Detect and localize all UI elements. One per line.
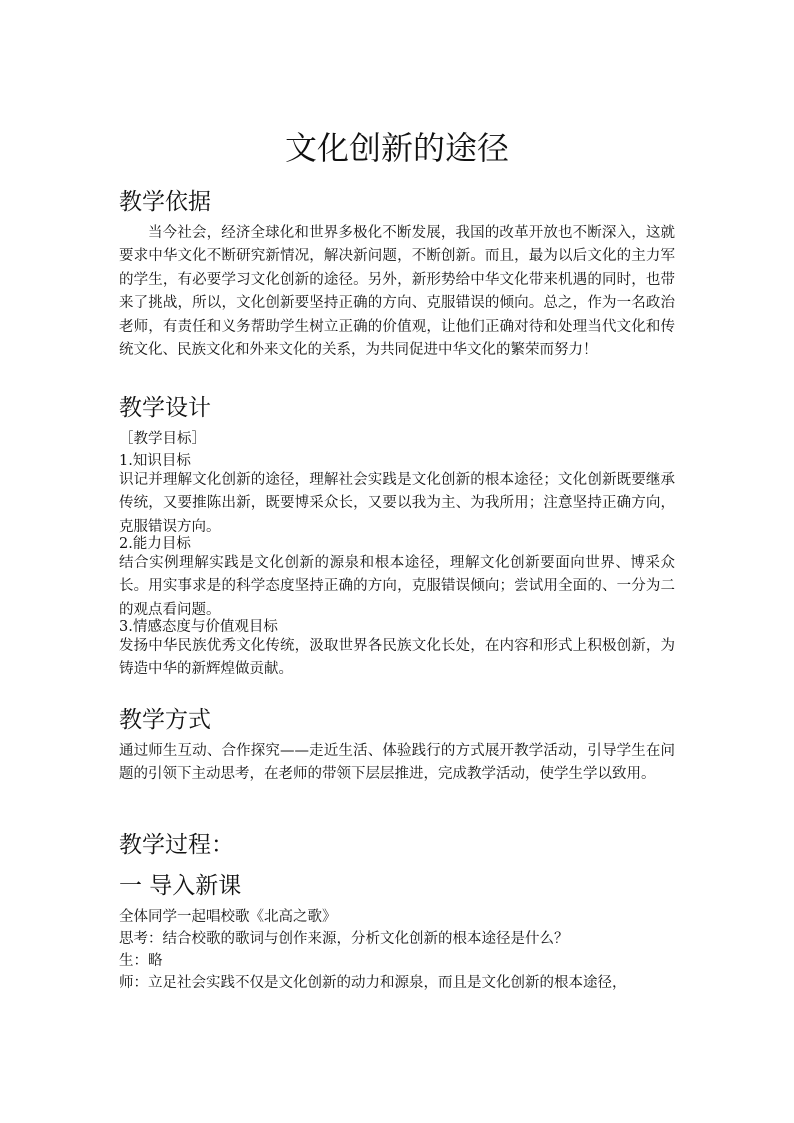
process-line: 全体同学一起唱校歌《北高之歌》 [119,909,337,925]
goal2-text: 结合实例理解实践是文化创新的源泉和根本途径，理解文化创新要面向世界、博采众长。用实事求是的科学态度坚持正确的方向，克服错误倾向；尝试用全面的、一分为二的观点看问题。 [119,555,675,618]
basis-paragraph: 当今社会，经济全球化和世界多极化不断发展，我国的改革开放也不断深入，这就要求中华文化不断研究新情况，解决新问题，不断创新。而且，最为以后文化的主力军的学生，有必要学习文化创新的途径。另外，新形势给中华文化带来机遇的同时，也带来了挑战，所以，文化创新要坚持正确的方向、克服错误的倾向。总之，作为一名政治老师，有责任和义务帮助学生树立正确的价值观，让他们正确对待和处理当代文化和传统文化、民族文化和外来文化的关系，为共同促进中华文化的繁荣而努力！ [119,225,675,359]
process-line: 师：立足社会实践不仅是文化创新的动力和源泉，而且是文化创新的根本途径， [119,975,627,991]
section-heading-process: 教学过程： [119,832,234,858]
goal1-label: 1.知识目标 [119,453,191,469]
document-title: 文化创新的途径 [284,129,509,167]
process-line: 思考：结合校歌的歌词与创作来源，分析文化创新的根本途径是什么？ [119,931,569,947]
goal1-text: 识记并理解文化创新的途径，理解社会实践是文化创新的根本途径；文化创新既要继承传统，又要推陈出新，既要博采众长，又要以我为主、为我所用；注意坚持正确方向，克服错误方向。 [119,472,675,535]
section-heading-basis: 教学依据 [119,189,211,215]
sub-heading-intro: 一 导入新课 [119,873,242,899]
section-heading-design: 教学设计 [119,395,211,421]
goals-label: ［教学目标］ [119,431,206,447]
section-heading-method: 教学方式 [119,707,211,733]
goal3-text: 发扬中华民族优秀文化传统，汲取世界各民族文化长处，在内容和形式上积极创新，为铸造中华的新辉煌做贡献。 [119,638,675,678]
process-line: 生：略 [119,953,163,969]
goal3-label: 3.情感态度与价值观目标 [119,619,278,635]
method-paragraph: 通过师生互动、合作探究——走近生活、体验践行的方式展开教学活动，引导学生在问题的引领下主动思考，在老师的带领下层层推进，完成教学活动，使学生学以致用。 [119,743,675,783]
goal2-label: 2.能力目标 [119,536,191,552]
